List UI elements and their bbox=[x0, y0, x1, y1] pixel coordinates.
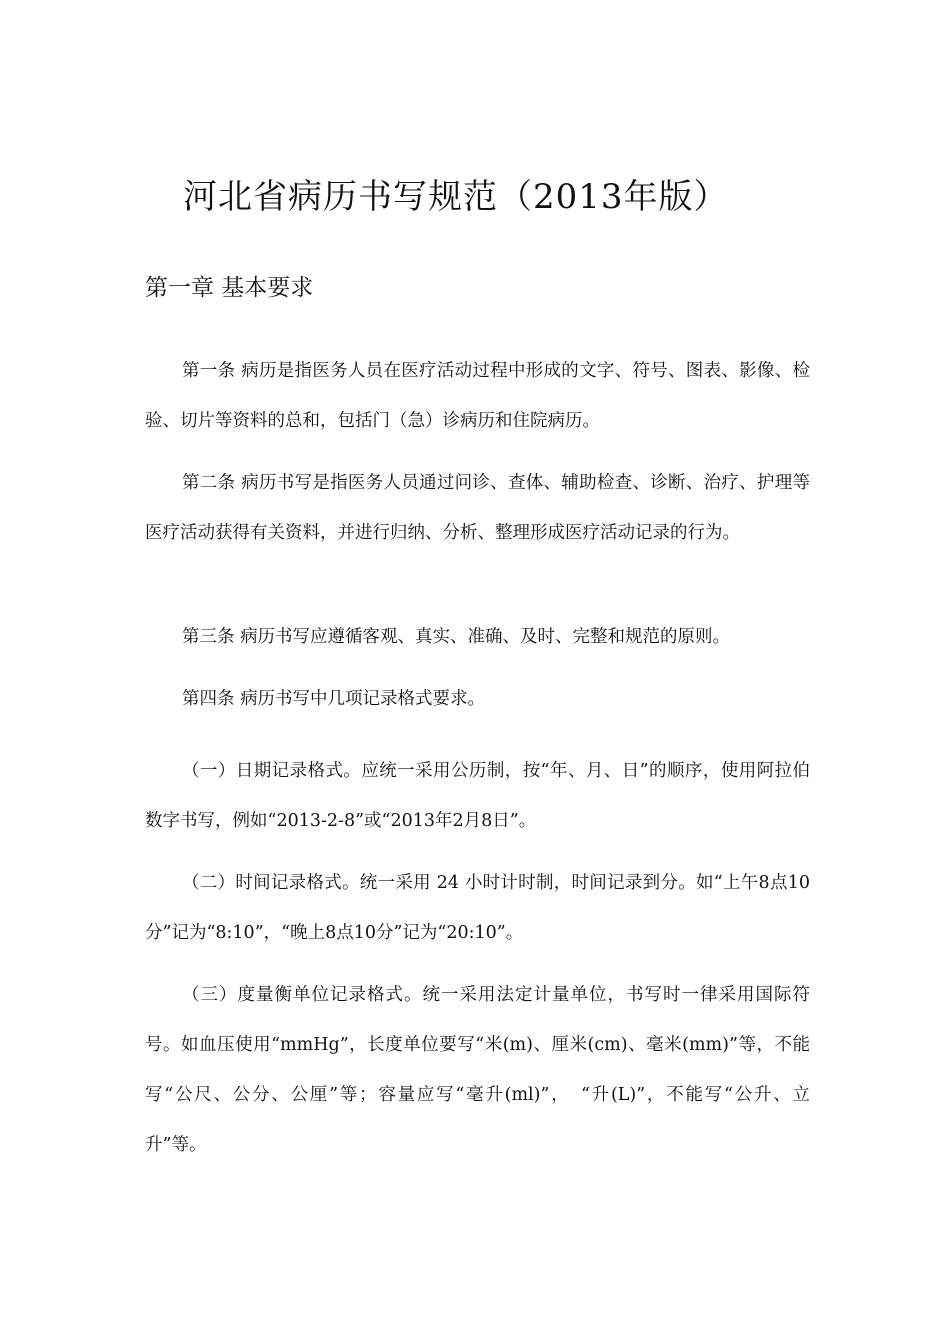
article-2-paragraph: 第二条 病历书写是指医务人员通过问诊、查体、辅助检查、诊断、治疗、护理等医疗活动获得有关资料，并进行归纳、分析、整理形成医疗活动记录的行为。 bbox=[145, 473, 810, 543]
date-format-paragraph: （一）日期记录格式。应统一采用公历制，按“年、月、日”的顺序，使用阿拉伯数字书写，例如“2013-2-8”或“2013年2月8日”。 bbox=[145, 761, 810, 831]
article-3-paragraph: 第三条 病历书写应遵循客观、真实、准确、及时、完整和规范的原则。 bbox=[182, 627, 731, 647]
units-format-paragraph: （三）度量衡单位记录格式。统一采用法定计量单位，书写时一律采用国际符号。如血压使用“mmHg”，长度单位要写“米(m)、厘米(cm)、毫米(mm)”等，不能写“公尺、公分、公厘”等；容量应写“毫升(ml)”， “升(L)”，不能写“公升、立升”等。 bbox=[145, 985, 810, 1155]
document-title: 河北省病历书写规范（2013年版） bbox=[183, 177, 729, 217]
time-format-paragraph: （二）时间记录格式。统一采用 24 小时计时制，时间记录到分。如“上午8点10分”记为“8:10”，“晚上8点10分”记为“20:10”。 bbox=[145, 873, 810, 943]
chapter-heading: 第一章 基本要求 bbox=[145, 275, 314, 301]
article-1-paragraph: 第一条 病历是指医务人员在医疗活动过程中形成的文字、符号、图表、影像、检验、切片等资料的总和，包括门（急）诊病历和住院病历。 bbox=[145, 361, 810, 431]
article-4-paragraph: 第四条 病历书写中几项记录格式要求。 bbox=[182, 689, 486, 709]
